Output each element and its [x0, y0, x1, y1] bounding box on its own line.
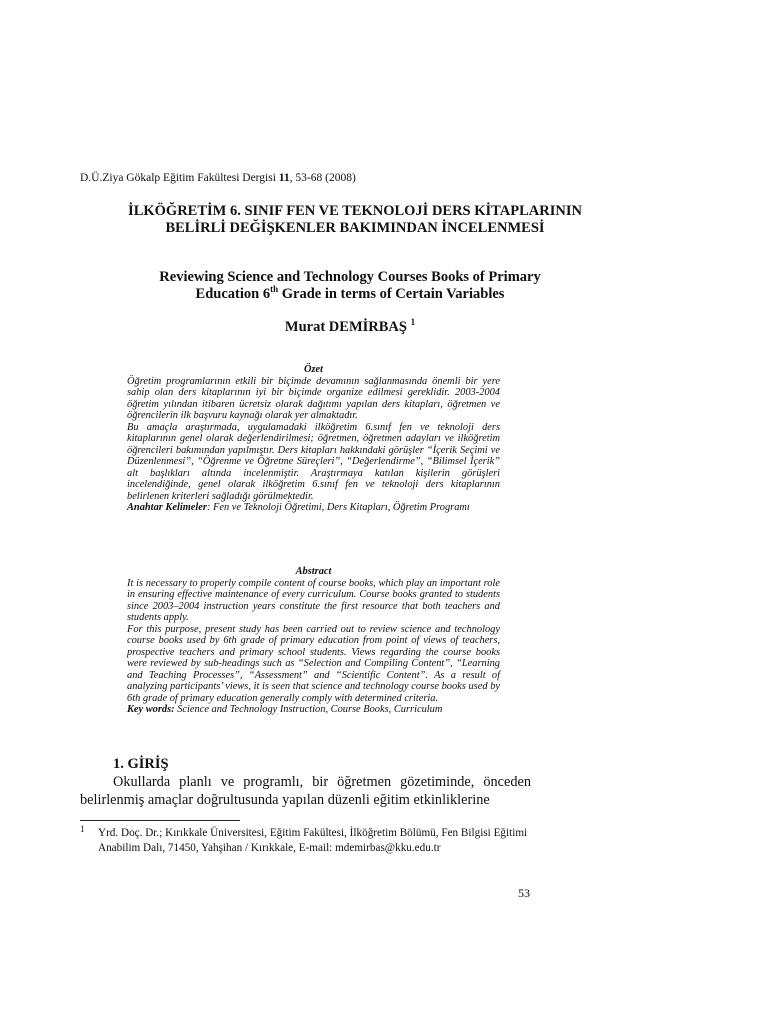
title-english-superscript: th	[270, 284, 279, 295]
title-english	[90, 269, 610, 303]
abstract-heading: Abstract	[295, 566, 332, 577]
abstract-paragraph-1: It is necessary to properly compile content of course books, which play an important role in ensuring effective maintenance of every curriculum. Course books granted to students since 2003–2004 instruction years constitute the first resource that both teachers and students apply.	[127, 577, 500, 623]
title-english-line2-post: Grade in terms of Certain Variables	[278, 286, 505, 302]
title-turkish: İLKÖĞRETİM 6. SINIF FEN VE TEKNOLOJİ DERS KİTAPLARININ BELİRLİ DEĞİŞKENLER BAKIMINDAN İNCELENMESİ	[128, 203, 582, 236]
ozet-keywords-label: Anahtar Kelimeler	[127, 502, 207, 513]
title-english-line2-pre: Education 6	[195, 286, 271, 302]
journal-pages-year: , 53-68 (2008)	[289, 172, 356, 184]
author-name: Murat DEMİRBAŞ	[284, 319, 411, 335]
abstract-keywords	[127, 704, 500, 716]
abstract-keywords-label: Key words:	[127, 704, 175, 715]
ozet-heading: Özet	[303, 364, 324, 375]
abstract-block	[127, 566, 500, 716]
title-english-line1: Reviewing Science and Technology Courses Books of Primary	[159, 269, 541, 285]
author-footnote-mark: 1	[410, 317, 416, 328]
journal-citation	[80, 172, 356, 184]
abstract-keywords-text: Science and Technology Instruction, Course Books, Curriculum	[174, 704, 443, 715]
abstract-paragraph-2: For this purpose, present study has been carried out to review science and technology course books used by 6th grade of primary education from point of views of teachers, prospective teachers and primary school students. Views regarding the course books were reviewed by sub-headings such as “Selection and Compiling Content”, “Learning and Teaching Processes”, “Assessment” and “Scientific Content”. As a result of analyzing participants’ views, it is seen that science and technology course books used by 6th grade of primary education generally comply with determined criteria.	[127, 623, 500, 704]
ozet-block	[127, 364, 500, 514]
body-paragraph: Okullarda planlı ve programlı, bir öğretmen gözetiminde, önceden belirlenmiş amaçlar doğrultusunda yapılan düzenli eğitim etkinliklerine	[80, 774, 531, 808]
ozet-paragraph-1: Öğretim programlarının etkili bir biçimde devamının sağlanmasında önemli bir yere sahip olan ders kitaplarının iyi bir biçimde organize edilmesi gereklidir. 2003-2004 öğretim yılından itibaren ücretsiz olarak dağıtımı yapılan ders kitapları, öğretmen ve öğrencilerin ilk başvuru kaynağı olarak yer almaktadır.	[127, 375, 500, 421]
author	[90, 319, 610, 336]
journal-volume: 11	[278, 172, 290, 184]
section-heading-introduction: 1. GİRİŞ	[113, 756, 169, 772]
page-number: 53	[518, 886, 530, 900]
ozet-paragraph-2: Bu amaçla araştırmada, uygulamadaki ilköğretim 6.sınıf fen ve teknoloji ders kitaplarının genel olarak değerlendirilmesi; öğretmen, öğretmen adayları ve ilköğretim öğrencileri bakımından yapılmıştır. Ders kitapları hakkındaki görüşler “İçerik Seçimi ve Düzenlenmesi”, “Öğrenme ve Öğretme Süreçleri”, “Değerlendirme”, “Bilimsel İçerik” alt başlıkları altında incelenmiştir. Araştırmaya katılan kişilerin görüşleri incelendiğinde, genel olarak ilköğretim 6.sınıf fen ve teknoloji ders kitaplarının belirlenen kriterleri sağladığı görülmektedir.	[127, 421, 500, 502]
ozet-keywords-text: : Fen ve Teknoloji Öğretimi, Ders Kitapları, Öğretim Programı	[206, 502, 470, 513]
footnote-text: Yrd. Doç. Dr.; Kırıkkale Üniversitesi, Eğitim Fakültesi, İlköğretim Bölümü, Fen Bilgisi Eğitimi Anabilim Dalı, 71450, Yahşihan / Kırıkkale, E-mail: mdemirbas@kku.edu.tr	[98, 827, 528, 854]
ozet-keywords	[127, 502, 500, 514]
journal-name: D.Ü.Ziya Gökalp Eğitim Fakültesi Dergisi	[80, 172, 279, 184]
footnote-number: 1	[80, 824, 85, 834]
footnote-divider	[80, 820, 240, 821]
